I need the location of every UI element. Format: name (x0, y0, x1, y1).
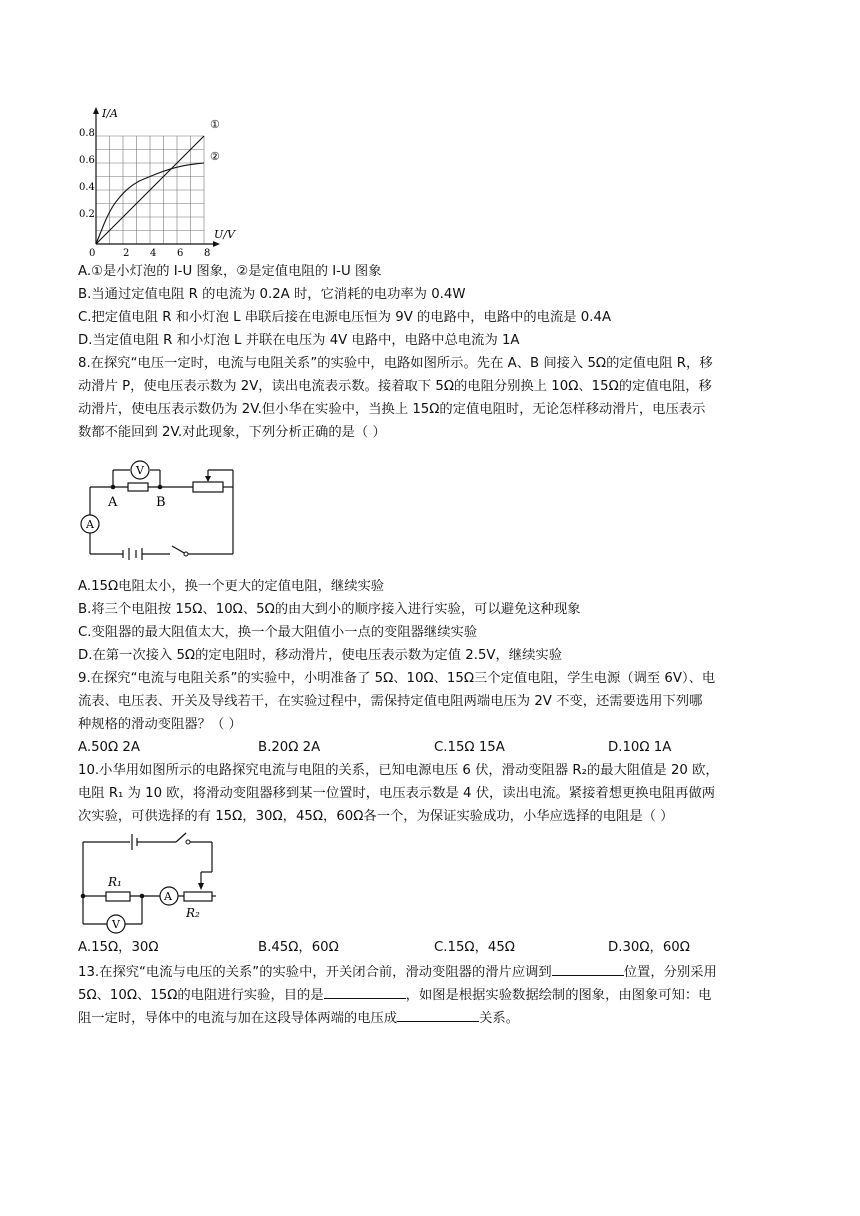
q13-text-line (78, 961, 717, 983)
q13-text-line (78, 1007, 519, 1029)
q10-text-line: 次实验，可供选择的有 15Ω，30Ω，45Ω，60Ω各一个，为保证实验成功，小华应选择的电阻是（ ） (78, 809, 674, 824)
q8-option-a: A.15Ω电阻太小，换一个更大的定值电阻，继续实验 (78, 579, 385, 594)
y-tick-label: 0.4 (79, 182, 95, 193)
q9-text-line: 流表、电压表、开关及导线若干，在实验过程中，需保持定值电阻两端电压为 2V 不变，还需要选用下列哪 (78, 694, 703, 709)
q13-text: 关系。 (479, 1011, 520, 1026)
q8-text-line: 8.在探究“电压一定时，电流与电阻关系”的实验中，电路如图所示。先在 A、B 间接入 5Ω的定值电阻 R，移 (78, 356, 713, 371)
x-tick-label: 8 (204, 248, 211, 259)
x-tick-label: 4 (150, 248, 157, 259)
x-tick-label: 2 (123, 248, 130, 259)
voltmeter-symbol: V (136, 464, 144, 477)
y-tick-label: 0.8 (79, 128, 95, 139)
y-tick-label: 0.6 (79, 155, 95, 166)
ammeter-symbol: A (164, 890, 172, 903)
series-1-tag: ① (210, 118, 220, 131)
q10-option-d: D.30Ω，60Ω (608, 940, 690, 955)
x-tick-label: 0 (89, 248, 96, 259)
q9-option-b: B.20Ω 2A (258, 740, 321, 755)
q7-option-c: C.把定值电阻 R 和小灯泡 L 串联后接在电源电压恒为 9V 的电路中，电路中的电流是 0.4A (78, 310, 612, 325)
y-axis-label: I/A (102, 107, 118, 120)
q8-circuit-diagram (78, 458, 238, 562)
q7-option-b: B.当通过定值电阻 R 的电流为 0.2A 时，它消耗的电功率为 0.4W (78, 287, 466, 302)
q10-option-a: A.15Ω，30Ω (78, 940, 159, 955)
q10-text-line: 电阻 R₁ 为 10 欧，将滑动变阻器移到某一位置时，电压表示数是 4 伏，读出电流。紧接着想更换电阻再做两 (78, 786, 716, 801)
q7-option-d: D.当定值电阻 R 和小灯泡 L 并联在电压为 4V 电路中，电路中总电流为 1A (78, 333, 520, 348)
q9-text-line: 种规格的滑动变阻器？（ ） (78, 717, 242, 732)
q9-option-d: D.10Ω 1A (608, 740, 672, 755)
q9-option-a: A.50Ω 2A (78, 740, 140, 755)
voltmeter-symbol: V (112, 918, 120, 931)
x-axis-label: U/V (214, 228, 235, 241)
q8-option-d: D.在第一次接入 5Ω的定电阻时，移动滑片，使电压表示数为定值 2.5V，继续实验 (78, 648, 562, 663)
q13-text: 5Ω、10Ω、15Ω的电阻进行实验，目的是 (78, 988, 324, 1003)
q8-text-line: 动滑片，使电压表示数仍为 2V.但小华在实验中，当换上 15Ω的定值电阻时，无论怎样移动滑片，电压表示 (78, 402, 706, 417)
q13-text: 阻一定时，导体中的电流与加在这段导体两端的电压成 (78, 1011, 398, 1026)
q9-text-line: 9.在探究“电流与电阻关系”的实验中，小明准备了 5Ω、10Ω、15Ω三个定值电阻，学生电源（调至 6V）、电 (78, 671, 716, 686)
q7-option-a: A.①是小灯泡的 I-U 图象，②是定值电阻的 I-U 图象 (78, 264, 382, 279)
series-2-tag: ② (210, 150, 220, 163)
q10-text-line: 10.小华用如图所示的电路探究电流与电阻的关系，已知电源电压 6 伏，滑动变阻器 R₂的最大阻值是 20 欧， (78, 763, 719, 778)
answer-blank[interactable] (397, 1007, 479, 1022)
q8-text-line: 动滑片 P，使电压表示数为 2V，读出电流表示数。接着取下 5Ω的电阻分别换上 10Ω、15Ω的定值电阻，移 (78, 379, 712, 394)
r2-label: R₂ (186, 906, 200, 920)
answer-blank[interactable] (324, 984, 406, 999)
q10-option-b: B.45Ω，60Ω (258, 940, 339, 955)
q13-text-line (78, 984, 711, 1006)
q8-text-line: 数都不能回到 2V.对此现象，下列分析正确的是（ ） (78, 425, 386, 440)
q10-circuit-diagram (78, 830, 223, 938)
q8-option-b: B.将三个电阻按 15Ω、10Ω、5Ω的由大到小的顺序接入进行实验，可以避免这种现象 (78, 602, 581, 617)
x-tick-label: 6 (177, 248, 184, 259)
q13-text: 位置，分别采用 (623, 965, 717, 980)
ammeter-symbol: A (86, 518, 94, 531)
q10-option-c: C.15Ω，45Ω (434, 940, 515, 955)
q8-option-c: C.变阻器的最大阻值太大，换一个最大阻值小一点的变阻器继续实验 (78, 625, 478, 640)
q9-option-c: C.15Ω 15A (434, 740, 505, 755)
q13-text: 13.在探究“电流与电压的关系”的实验中，开关闭合前，滑动变阻器的滑片应调到 (78, 965, 552, 980)
point-b-label: B (156, 495, 166, 510)
answer-blank[interactable] (552, 961, 624, 976)
iu-graph (78, 104, 238, 264)
y-tick-label: 0.2 (79, 209, 95, 220)
point-a-label: A (108, 495, 118, 510)
q13-text: ，如图是根据实验数据绘制的图象，由图象可知：电 (405, 988, 712, 1003)
r1-label: R₁ (108, 875, 122, 889)
